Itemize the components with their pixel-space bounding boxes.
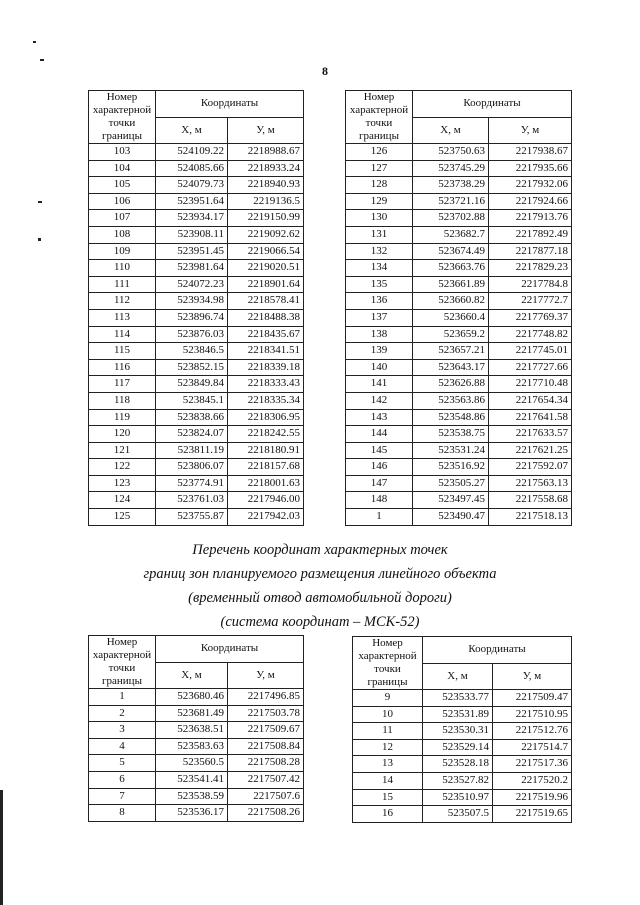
- point-number: 136: [346, 293, 413, 310]
- y-coordinate: 2217508.84: [228, 738, 304, 755]
- y-coordinate: 2217514.7: [493, 739, 572, 756]
- table-row: [89, 193, 304, 210]
- point-number: 118: [89, 392, 156, 409]
- table-row: [346, 276, 572, 293]
- y-coordinate: 2217519.96: [493, 789, 572, 806]
- y-coordinate: 2217710.48: [489, 376, 572, 393]
- x-coordinate: 523516.92: [413, 459, 489, 476]
- y-coordinate: 2219020.51: [228, 260, 304, 277]
- table-row: [346, 326, 572, 343]
- point-number: 126: [346, 144, 413, 161]
- table-row: [89, 226, 304, 243]
- y-coordinate: 2217829.23: [489, 260, 572, 277]
- x-coordinate: 523660.82: [413, 293, 489, 310]
- point-number: 148: [346, 492, 413, 509]
- table-row: [346, 492, 572, 509]
- table-row: [89, 738, 304, 755]
- y-coordinate: 2218339.18: [228, 359, 304, 376]
- point-number: 119: [89, 409, 156, 426]
- y-coordinate: 2217935.66: [489, 160, 572, 177]
- point-number: 1: [89, 689, 156, 706]
- table-row: [346, 475, 572, 492]
- table-row: [353, 772, 572, 789]
- caption-line-3: (временный отвод автомобильной дороги): [188, 590, 452, 606]
- table-row: [346, 144, 572, 161]
- table-row: [89, 376, 304, 393]
- x-coordinate: 523638.51: [156, 722, 228, 739]
- y-coordinate: 2217932.06: [489, 177, 572, 194]
- point-number: 117: [89, 376, 156, 393]
- y-coordinate: 2217641.58: [489, 409, 572, 426]
- x-coordinate: 523533.77: [423, 690, 493, 707]
- table-row: [346, 193, 572, 210]
- x-coordinate: 523845.1: [156, 392, 228, 409]
- table-row: [89, 771, 304, 788]
- table-row: [346, 426, 572, 443]
- x-coordinate: 523738.29: [413, 177, 489, 194]
- x-coordinate: 523876.03: [156, 326, 228, 343]
- x-coordinate: 523583.63: [156, 738, 228, 755]
- header-x: Х, м: [413, 117, 489, 144]
- point-number: 128: [346, 177, 413, 194]
- table-row: [346, 309, 572, 326]
- y-coordinate: 2217507.42: [228, 771, 304, 788]
- point-number: 10: [353, 706, 423, 723]
- coordinates-table-1: [88, 90, 304, 526]
- x-coordinate: 523531.89: [423, 706, 493, 723]
- table-row: [89, 805, 304, 822]
- y-coordinate: 2217496.85: [228, 689, 304, 706]
- table-row: [346, 509, 572, 526]
- scan-mark: [40, 59, 44, 61]
- header-x: Х, м: [156, 117, 228, 144]
- table-row: [89, 144, 304, 161]
- y-coordinate: 2217621.25: [489, 442, 572, 459]
- x-coordinate: 523852.15: [156, 359, 228, 376]
- table-row: [346, 260, 572, 277]
- table-row: [89, 326, 304, 343]
- x-coordinate: 523626.88: [413, 376, 489, 393]
- x-coordinate: 523951.45: [156, 243, 228, 260]
- point-number: 14: [353, 772, 423, 789]
- table-row: [89, 722, 304, 739]
- x-coordinate: 523661.89: [413, 276, 489, 293]
- point-number: 114: [89, 326, 156, 343]
- header-point-number: Номер характерной точки границы: [346, 91, 413, 144]
- point-number: 129: [346, 193, 413, 210]
- header-y: У, м: [489, 117, 572, 144]
- y-coordinate: 2219092.62: [228, 226, 304, 243]
- header-coordinates: Координаты: [156, 91, 304, 118]
- header-x: Х, м: [423, 663, 493, 690]
- table-row: [89, 243, 304, 260]
- x-coordinate: 523660.4: [413, 309, 489, 326]
- x-coordinate: 523981.64: [156, 260, 228, 277]
- point-number: 7: [89, 788, 156, 805]
- point-number: 1: [346, 509, 413, 526]
- table-row: [353, 756, 572, 773]
- table-row: [89, 509, 304, 526]
- y-coordinate: 2219066.54: [228, 243, 304, 260]
- point-number: 11: [353, 723, 423, 740]
- caption-line-4: (система координат – МСК-52): [220, 614, 420, 630]
- scan-edge: [0, 790, 3, 905]
- x-coordinate: 523510.97: [423, 789, 493, 806]
- x-coordinate: 523507.5: [423, 806, 493, 823]
- point-number: 6: [89, 771, 156, 788]
- header-y: У, м: [493, 663, 572, 690]
- x-coordinate: 523774.91: [156, 475, 228, 492]
- y-coordinate: 2217517.36: [493, 756, 572, 773]
- x-coordinate: 523680.46: [156, 689, 228, 706]
- y-coordinate: 2219150.99: [228, 210, 304, 227]
- header-point-number: Номер характерной точки границы: [89, 91, 156, 144]
- x-coordinate: 523560.5: [156, 755, 228, 772]
- x-coordinate: 523529.14: [423, 739, 493, 756]
- x-coordinate: 523702.88: [413, 210, 489, 227]
- y-coordinate: 2217507.6: [228, 788, 304, 805]
- y-coordinate: 2217592.07: [489, 459, 572, 476]
- point-number: 142: [346, 392, 413, 409]
- table-row: [346, 160, 572, 177]
- point-number: 127: [346, 160, 413, 177]
- y-coordinate: 2217924.66: [489, 193, 572, 210]
- table-row: [346, 226, 572, 243]
- x-coordinate: 523896.74: [156, 309, 228, 326]
- point-number: 3: [89, 722, 156, 739]
- x-coordinate: 523527.82: [423, 772, 493, 789]
- x-coordinate: 523643.17: [413, 359, 489, 376]
- y-coordinate: 2218901.64: [228, 276, 304, 293]
- x-coordinate: 523755.87: [156, 509, 228, 526]
- table-row: [89, 392, 304, 409]
- x-coordinate: 523745.29: [413, 160, 489, 177]
- y-coordinate: 2218933.24: [228, 160, 304, 177]
- x-coordinate: 523536.17: [156, 805, 228, 822]
- header-y: У, м: [228, 117, 304, 144]
- point-number: 5: [89, 755, 156, 772]
- table-row: [89, 459, 304, 476]
- point-number: 139: [346, 343, 413, 360]
- table-row: [89, 309, 304, 326]
- header-coordinates: Координаты: [156, 636, 304, 663]
- x-coordinate: 523908.11: [156, 226, 228, 243]
- y-coordinate: 2217654.34: [489, 392, 572, 409]
- x-coordinate: 523838.66: [156, 409, 228, 426]
- y-coordinate: 2217563.13: [489, 475, 572, 492]
- point-number: 115: [89, 343, 156, 360]
- point-number: 147: [346, 475, 413, 492]
- y-coordinate: 2218940.93: [228, 177, 304, 194]
- x-coordinate: 523659.2: [413, 326, 489, 343]
- table-row: [89, 359, 304, 376]
- x-coordinate: 523538.75: [413, 426, 489, 443]
- point-number: 144: [346, 426, 413, 443]
- y-coordinate: 2217503.78: [228, 705, 304, 722]
- point-number: 134: [346, 260, 413, 277]
- y-coordinate: 2218001.63: [228, 475, 304, 492]
- table-row: [346, 442, 572, 459]
- x-coordinate: 524079.73: [156, 177, 228, 194]
- table-row: [89, 177, 304, 194]
- x-coordinate: 523849.84: [156, 376, 228, 393]
- x-coordinate: 523750.63: [413, 144, 489, 161]
- scan-mark: [38, 201, 42, 203]
- point-number: 4: [89, 738, 156, 755]
- x-coordinate: 523548.86: [413, 409, 489, 426]
- header-coordinates: Координаты: [413, 91, 572, 118]
- header-point-number: Номер характерной точки границы: [353, 637, 423, 690]
- x-coordinate: 523682.7: [413, 226, 489, 243]
- point-number: 130: [346, 210, 413, 227]
- y-coordinate: 2217748.82: [489, 326, 572, 343]
- x-coordinate: 523505.27: [413, 475, 489, 492]
- header-x: Х, м: [156, 662, 228, 689]
- table-row: [89, 260, 304, 277]
- header-coordinates: Координаты: [423, 637, 572, 664]
- point-number: 123: [89, 475, 156, 492]
- x-coordinate: 523761.03: [156, 492, 228, 509]
- point-number: 110: [89, 260, 156, 277]
- x-coordinate: 523538.59: [156, 788, 228, 805]
- scan-mark: [38, 238, 41, 241]
- point-number: 106: [89, 193, 156, 210]
- table-row: [89, 276, 304, 293]
- table-row: [346, 359, 572, 376]
- x-coordinate: 523528.18: [423, 756, 493, 773]
- point-number: 12: [353, 739, 423, 756]
- table-row: [89, 788, 304, 805]
- coordinates-table-4: [352, 636, 572, 823]
- y-coordinate: 2218180.91: [228, 442, 304, 459]
- table-row: [89, 755, 304, 772]
- table-row: [346, 392, 572, 409]
- table-row: [353, 806, 572, 823]
- point-number: 132: [346, 243, 413, 260]
- table-row: [346, 376, 572, 393]
- table-row: [89, 426, 304, 443]
- x-coordinate: 523934.17: [156, 210, 228, 227]
- table-row: [89, 705, 304, 722]
- point-number: 145: [346, 442, 413, 459]
- y-coordinate: 2218435.67: [228, 326, 304, 343]
- x-coordinate: 523530.31: [423, 723, 493, 740]
- point-number: 107: [89, 210, 156, 227]
- x-coordinate: 524085.66: [156, 160, 228, 177]
- x-coordinate: 523490.47: [413, 509, 489, 526]
- point-number: 122: [89, 459, 156, 476]
- table-row: [89, 492, 304, 509]
- x-coordinate: 523846.5: [156, 343, 228, 360]
- x-coordinate: 524109.22: [156, 144, 228, 161]
- y-coordinate: 2217892.49: [489, 226, 572, 243]
- y-coordinate: 2218488.38: [228, 309, 304, 326]
- page-number: 8: [322, 64, 328, 78]
- x-coordinate: 523497.45: [413, 492, 489, 509]
- y-coordinate: 2218988.67: [228, 144, 304, 161]
- x-coordinate: 523824.07: [156, 426, 228, 443]
- x-coordinate: 523541.41: [156, 771, 228, 788]
- y-coordinate: 2218306.95: [228, 409, 304, 426]
- table-row: [89, 210, 304, 227]
- point-number: 146: [346, 459, 413, 476]
- table-row: [353, 739, 572, 756]
- y-coordinate: 2217784.8: [489, 276, 572, 293]
- y-coordinate: 2217512.76: [493, 723, 572, 740]
- caption-line-2: границ зон планируемого размещения линейного объекта: [143, 566, 497, 582]
- point-number: 109: [89, 243, 156, 260]
- x-coordinate: 523674.49: [413, 243, 489, 260]
- y-coordinate: 2217772.7: [489, 293, 572, 310]
- y-coordinate: 2217508.28: [228, 755, 304, 772]
- table-row: [346, 409, 572, 426]
- table-row: [346, 243, 572, 260]
- table-row: [89, 442, 304, 459]
- y-coordinate: 2218333.43: [228, 376, 304, 393]
- point-number: 125: [89, 509, 156, 526]
- y-coordinate: 2217633.57: [489, 426, 572, 443]
- x-coordinate: 523563.86: [413, 392, 489, 409]
- caption-line-1: Перечень координат характерных точек: [192, 542, 448, 558]
- point-number: 121: [89, 442, 156, 459]
- table-row: [89, 343, 304, 360]
- point-number: 15: [353, 789, 423, 806]
- table-row: [346, 293, 572, 310]
- y-coordinate: 2217519.65: [493, 806, 572, 823]
- coordinates-table-3: [88, 635, 304, 822]
- point-number: 8: [89, 805, 156, 822]
- x-coordinate: 523657.21: [413, 343, 489, 360]
- y-coordinate: 2218578.41: [228, 293, 304, 310]
- y-coordinate: 2217509.67: [228, 722, 304, 739]
- y-coordinate: 2217942.03: [228, 509, 304, 526]
- y-coordinate: 2217558.68: [489, 492, 572, 509]
- x-coordinate: 523951.64: [156, 193, 228, 210]
- point-number: 113: [89, 309, 156, 326]
- table-row: [353, 789, 572, 806]
- scan-mark: [33, 41, 36, 43]
- table-row: [346, 210, 572, 227]
- y-coordinate: 2218341.51: [228, 343, 304, 360]
- table-row: [346, 343, 572, 360]
- point-number: 138: [346, 326, 413, 343]
- y-coordinate: 2217938.67: [489, 144, 572, 161]
- point-number: 9: [353, 690, 423, 707]
- table-row: [346, 177, 572, 194]
- x-coordinate: 523721.16: [413, 193, 489, 210]
- point-number: 116: [89, 359, 156, 376]
- point-number: 108: [89, 226, 156, 243]
- x-coordinate: 523806.07: [156, 459, 228, 476]
- point-number: 2: [89, 705, 156, 722]
- x-coordinate: 523934.98: [156, 293, 228, 310]
- point-number: 16: [353, 806, 423, 823]
- table-row: [353, 723, 572, 740]
- point-number: 140: [346, 359, 413, 376]
- y-coordinate: 2217727.66: [489, 359, 572, 376]
- x-coordinate: 523681.49: [156, 705, 228, 722]
- y-coordinate: 2218242.55: [228, 426, 304, 443]
- point-number: 13: [353, 756, 423, 773]
- y-coordinate: 2217520.2: [493, 772, 572, 789]
- point-number: 131: [346, 226, 413, 243]
- table-row: [346, 459, 572, 476]
- y-coordinate: 2217518.13: [489, 509, 572, 526]
- point-number: 135: [346, 276, 413, 293]
- y-coordinate: 2217913.76: [489, 210, 572, 227]
- point-number: 141: [346, 376, 413, 393]
- x-coordinate: 523531.24: [413, 442, 489, 459]
- point-number: 104: [89, 160, 156, 177]
- point-number: 120: [89, 426, 156, 443]
- table-row: [89, 475, 304, 492]
- x-coordinate: 523811.19: [156, 442, 228, 459]
- y-coordinate: 2217877.18: [489, 243, 572, 260]
- table-row: [89, 293, 304, 310]
- y-coordinate: 2218335.34: [228, 392, 304, 409]
- point-number: 112: [89, 293, 156, 310]
- point-number: 143: [346, 409, 413, 426]
- y-coordinate: 2217509.47: [493, 690, 572, 707]
- y-coordinate: 2219136.5: [228, 193, 304, 210]
- y-coordinate: 2217769.37: [489, 309, 572, 326]
- table-row: [89, 160, 304, 177]
- y-coordinate: 2217510.95: [493, 706, 572, 723]
- y-coordinate: 2217508.26: [228, 805, 304, 822]
- table-row: [353, 706, 572, 723]
- y-coordinate: 2217946.00: [228, 492, 304, 509]
- header-y: У, м: [228, 662, 304, 689]
- point-number: 111: [89, 276, 156, 293]
- table-row: [89, 689, 304, 706]
- y-coordinate: 2217745.01: [489, 343, 572, 360]
- point-number: 103: [89, 144, 156, 161]
- y-coordinate: 2218157.68: [228, 459, 304, 476]
- header-point-number: Номер характерной точки границы: [89, 636, 156, 689]
- coordinates-table-2: [345, 90, 572, 526]
- x-coordinate: 523663.76: [413, 260, 489, 277]
- table-row: [89, 409, 304, 426]
- point-number: 105: [89, 177, 156, 194]
- x-coordinate: 524072.23: [156, 276, 228, 293]
- point-number: 124: [89, 492, 156, 509]
- table-row: [353, 690, 572, 707]
- point-number: 137: [346, 309, 413, 326]
